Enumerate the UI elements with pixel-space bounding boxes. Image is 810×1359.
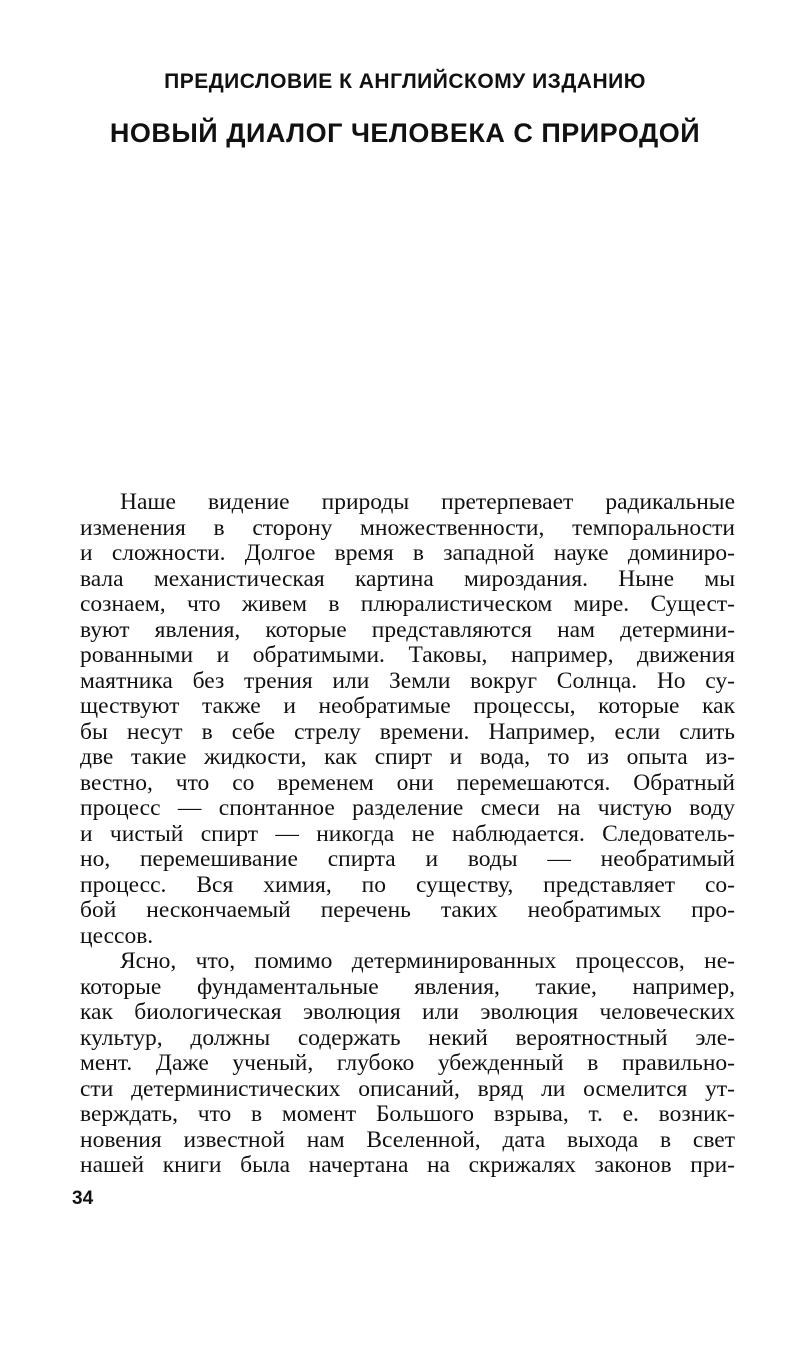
text-line: две такие жидкости, как спирт и вода, то из опыта из- bbox=[80, 744, 735, 770]
text-line: рованными и обратимыми. Таковы, например, движения bbox=[80, 642, 735, 668]
text-line: процесс. Вся химия, по существу, представляет со- bbox=[80, 871, 735, 898]
text-line: культур, должны содержать некий вероятностный эле- bbox=[80, 1024, 735, 1051]
text-line: как биологическая эволюция или эволюция человеческих bbox=[80, 999, 735, 1025]
chapter-title: НОВЫЙ ДИАЛОГ ЧЕЛОВЕКА С ПРИРОДОЙ bbox=[109, 118, 701, 148]
text-line: цессов. bbox=[80, 922, 154, 949]
text-line: маятника без трения или Земли вокруг Солнца. Но су- bbox=[80, 667, 735, 694]
text-line: новения известной нам Вселенной, дата выхода в свет bbox=[80, 1126, 735, 1153]
text-line: и чистый спирт — никогда не наблюдается. Следователь- bbox=[80, 820, 735, 847]
text-line: Наше видение природы претерпевает радикальные bbox=[120, 489, 735, 515]
page-number: 34 bbox=[72, 1188, 94, 1209]
text-line: бы несут в себе стрелу времени. Например, если слить bbox=[80, 718, 735, 745]
text-line: сти детерминистических описаний, вряд ли осмелится ут- bbox=[80, 1075, 735, 1102]
text-line: Ясно, что, помимо детерминированных процессов, не- bbox=[120, 948, 735, 974]
text-line: но, перемешивание спирта и воды — необратимый bbox=[80, 846, 735, 872]
text-line: вала механистическая картина мироздания. Ныне мы bbox=[80, 565, 735, 592]
text-line: вестно, что со временем они перемешаются. Обратный bbox=[80, 769, 735, 796]
text-line: и сложности. Долгое время в западной науке доминиро- bbox=[80, 540, 735, 566]
preface-title: ПРЕДИСЛОВИЕ К АНГЛИЙСКОМУ ИЗДАНИЮ bbox=[164, 70, 646, 93]
text-line: мент. Даже ученый, глубоко убежденный в правильно- bbox=[80, 1050, 735, 1076]
text-line: процесс — спонтанное разделение смеси на чистую воду bbox=[80, 795, 735, 821]
paragraph-2 bbox=[80, 949, 735, 1179]
paragraph-1 bbox=[80, 490, 735, 949]
text-line: вуют явления, которые представляются нам детермини- bbox=[80, 616, 735, 643]
text-line: бой нескончаемый перечень таких необратимых про- bbox=[80, 897, 735, 923]
text-line: нашей книги была начертана на скрижалях законов при- bbox=[80, 1152, 735, 1178]
text-line: ществуют также и необратимые процессы, которые как bbox=[80, 693, 735, 719]
text-line: сознаем, что живем в плюралистическом мире. Сущест- bbox=[80, 591, 735, 617]
text-line: изменения в сторону множественности, темпоральности bbox=[80, 514, 735, 541]
text-line: которые фундаментальные явления, такие, например, bbox=[80, 973, 735, 1000]
body-text bbox=[80, 490, 735, 1179]
text-line: верждать, что в момент Большого взрыва, т. е. возник- bbox=[80, 1101, 735, 1127]
